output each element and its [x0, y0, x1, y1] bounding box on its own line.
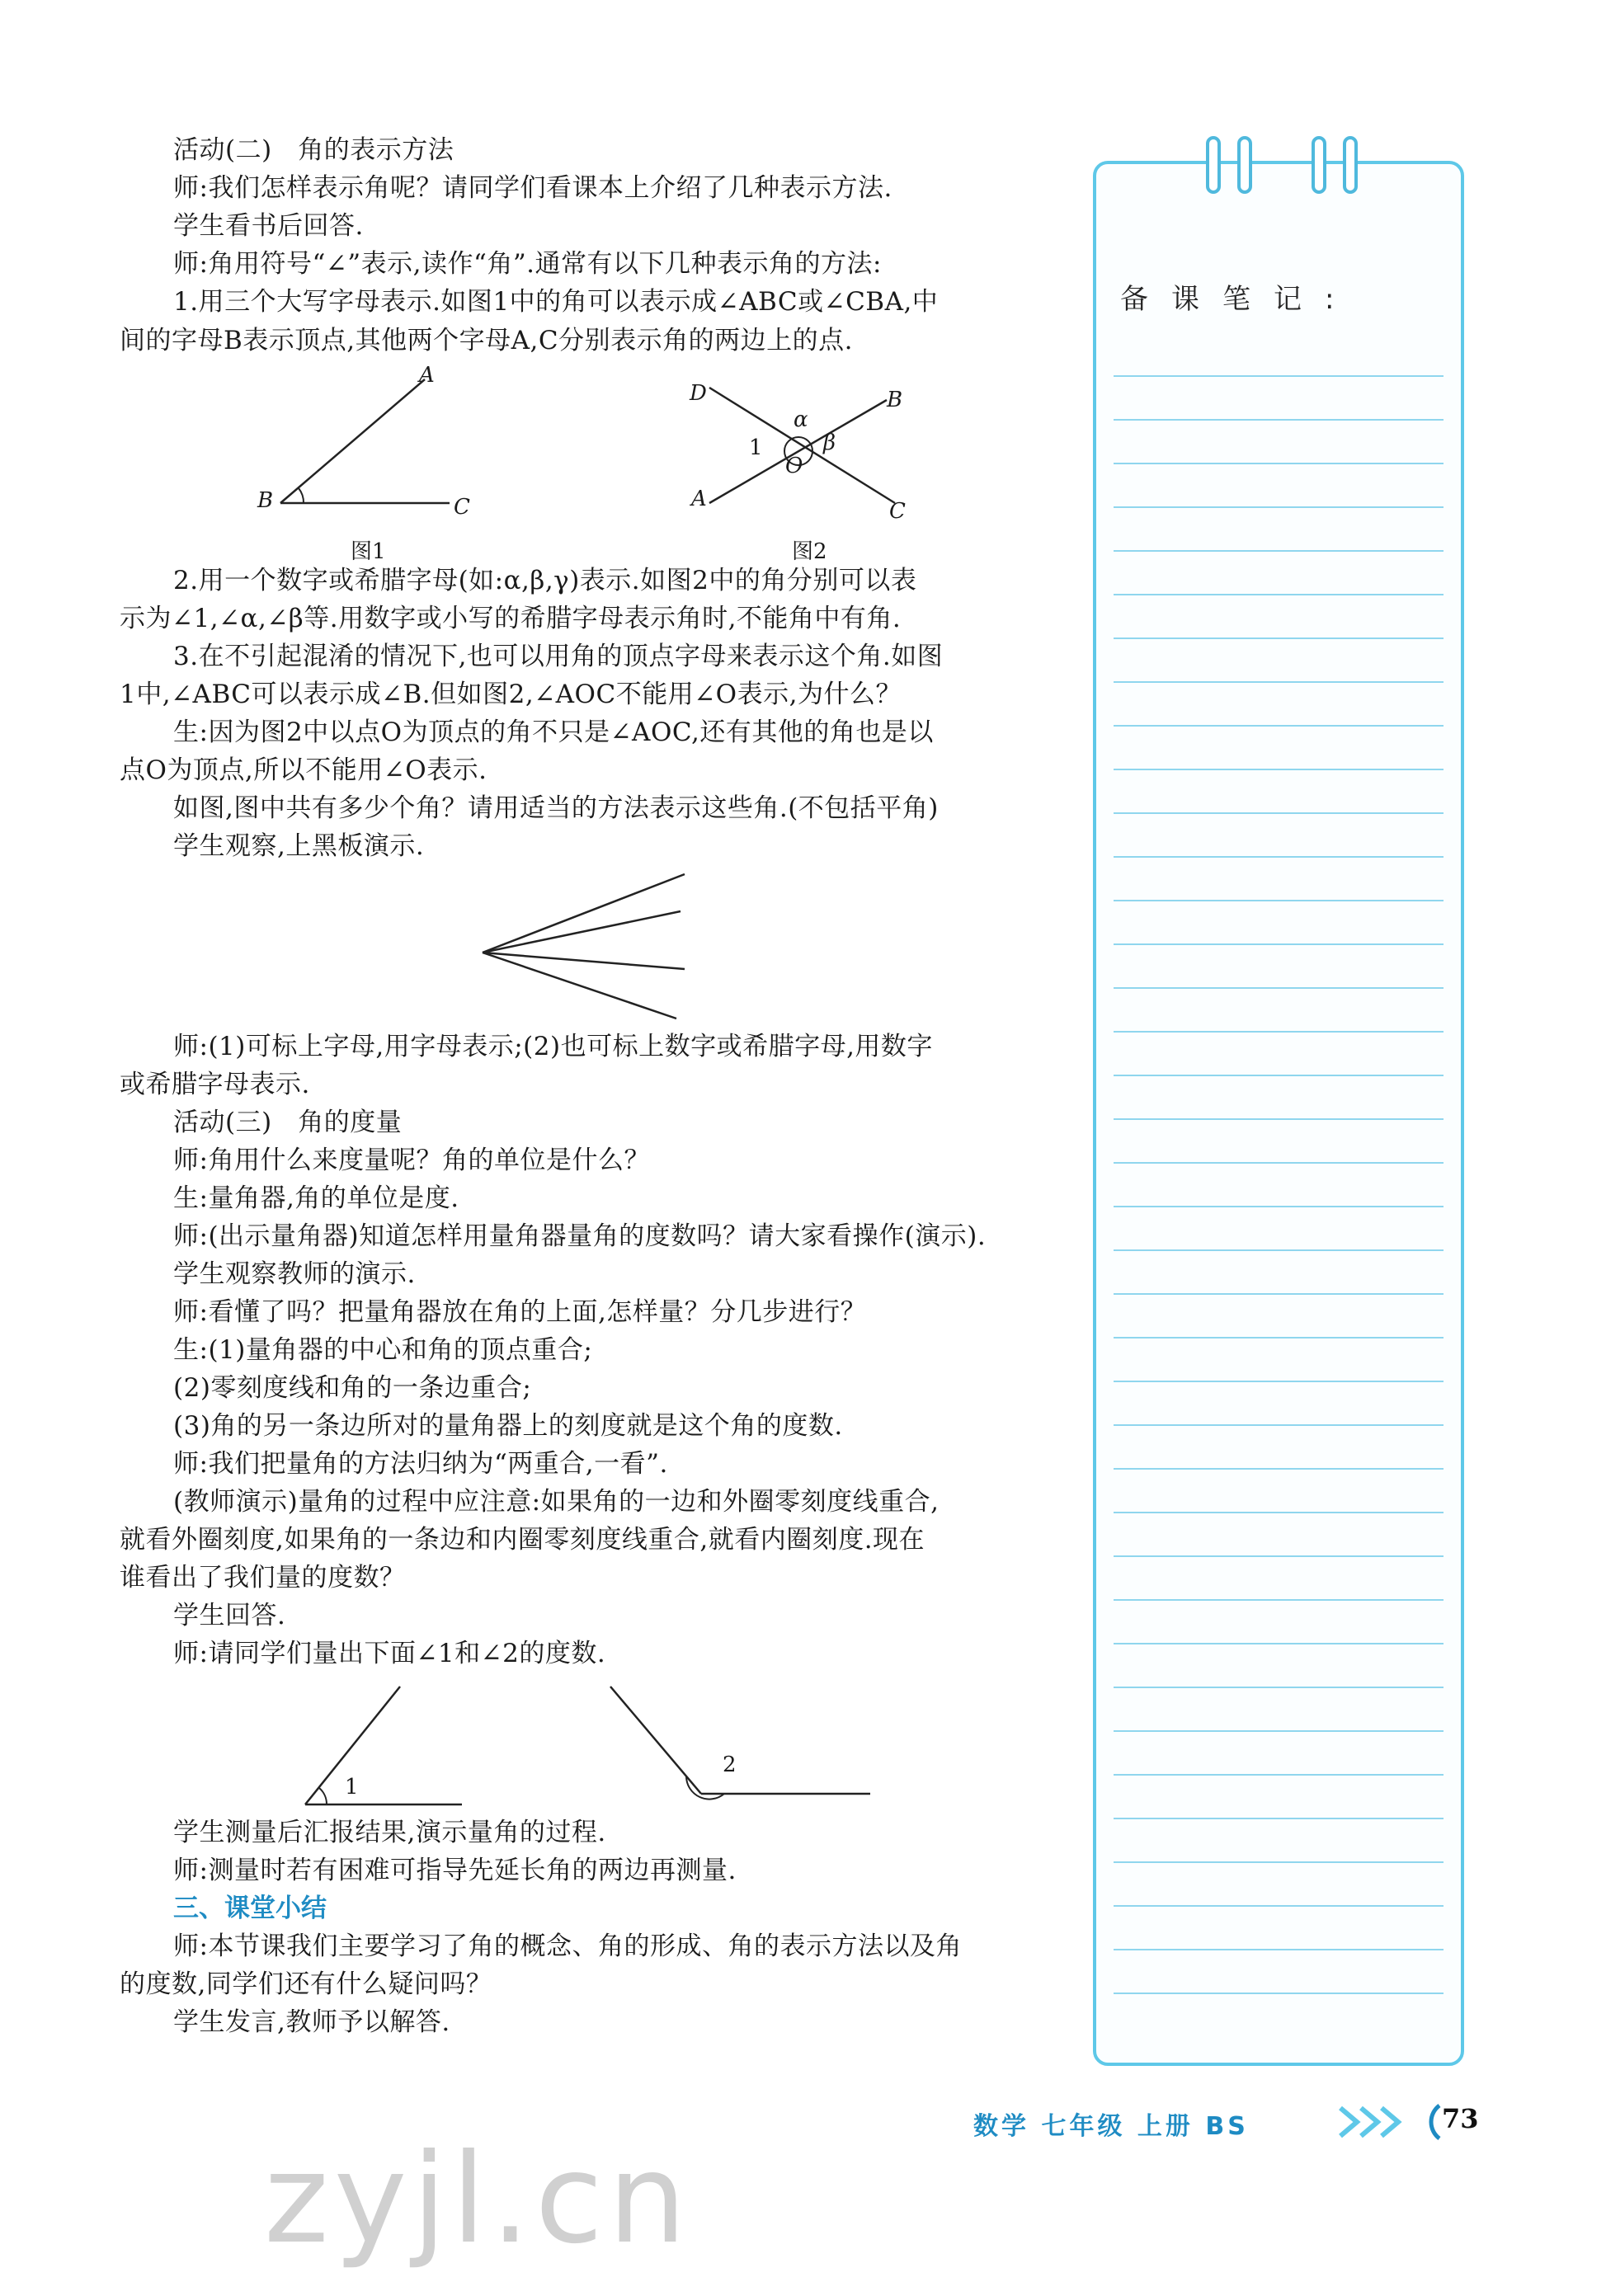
angles-figure	[297, 1682, 891, 1814]
page-number: 73	[1442, 2103, 1479, 2134]
note-rule-line	[1114, 1905, 1444, 1907]
fig2-label-d: D	[690, 381, 707, 406]
text-line: 师:看懂了吗？把量角器放在角的上面,怎样量？分几步进行？	[173, 1297, 867, 1327]
angle-1-label: 1	[345, 1775, 359, 1800]
text-line: 生:(1)量角器的中心和角的顶点重合;	[173, 1335, 593, 1365]
note-rule-line	[1114, 1337, 1444, 1339]
note-rule-line	[1114, 1774, 1444, 1776]
fig2-label-alpha: α	[794, 407, 808, 432]
text-line: 师:角用什么来度量呢？角的单位是什么？	[173, 1146, 650, 1175]
rays-figure	[478, 870, 693, 1027]
text-line: 的度数,同学们还有什么疑问吗？	[120, 1969, 492, 1999]
text-line: 示为∠1,∠α,∠β等.用数字或小写的希腊字母表示角时,不能角中有角.	[120, 604, 902, 633]
text-line: 间的字母B表示顶点,其他两个字母A,C分别表示角的两边上的点.	[120, 326, 853, 355]
text-line: 2.用一个数字或希腊字母(如:α,β,γ)表示.如图2中的角分别可以表	[173, 566, 917, 595]
fig2-label-o: O	[785, 454, 803, 478]
note-rule-line	[1114, 1162, 1444, 1164]
fig1-caption: 图1	[351, 539, 386, 564]
text-line: 3.在不引起混淆的情况下,也可以用角的顶点字母来表示这个角.如图	[173, 642, 944, 671]
note-rule-line	[1114, 1424, 1444, 1426]
activity-2-heading: 活动(二) 角的表示方法	[173, 135, 454, 165]
ring-icon	[1237, 136, 1252, 194]
note-rule-line	[1114, 1643, 1444, 1644]
ring-icon	[1312, 136, 1326, 194]
note-rule-line	[1114, 769, 1444, 770]
note-rule-line	[1114, 1512, 1444, 1513]
note-rule-line	[1114, 1993, 1444, 1994]
text-line: 或希腊字母表示.	[120, 1070, 310, 1099]
text-line: (2)零刻度线和角的一条边重合;	[173, 1373, 532, 1403]
section-3-heading: 三、课堂小结	[173, 1894, 327, 1923]
ring-icon	[1343, 136, 1358, 194]
fig2-label-one: 1	[749, 435, 763, 460]
text-line: 师:请同学们量出下面∠1和∠2的度数.	[173, 1639, 606, 1668]
note-rule-line	[1114, 900, 1444, 901]
watermark: zyjl.cn	[264, 2128, 692, 2271]
notes-panel	[1093, 161, 1464, 2066]
note-rule-line	[1114, 550, 1444, 552]
note-rule-line	[1114, 1730, 1444, 1732]
text-line: 生:量角器,角的单位是度.	[173, 1183, 459, 1213]
chevrons-icon	[1336, 2101, 1444, 2143]
note-rule-line	[1114, 1031, 1444, 1033]
note-rule-line	[1114, 1468, 1444, 1470]
note-rule-line	[1114, 1599, 1444, 1601]
note-rule-line	[1114, 1861, 1444, 1863]
fig2-caption: 图2	[792, 539, 827, 564]
text-line: 学生看书后回答.	[173, 211, 364, 241]
note-rule-line	[1114, 812, 1444, 814]
text-line: 学生发言,教师予以解答.	[173, 2007, 450, 2037]
text-line: 师:角用符号“∠”表示,读作“角”.通常有以下几种表示角的方法:	[173, 249, 882, 279]
text-line: (3)角的另一条边所对的量角器上的刻度就是这个角的度数.	[173, 1411, 843, 1441]
note-rule-line	[1114, 1687, 1444, 1688]
text-line: 生:因为图2中以点O为顶点的角不只是∠AOC,还有其他的角也是以	[173, 718, 934, 747]
note-rule-line	[1114, 1555, 1444, 1557]
fig2-label-a: A	[691, 487, 707, 511]
note-rule-line	[1114, 1075, 1444, 1076]
note-rule-line	[1114, 987, 1444, 989]
fig2-label-beta: β	[823, 430, 836, 455]
footer-subject: 数学 七年级 上册 BS	[973, 2112, 1249, 2141]
fig2-label-c: C	[889, 499, 906, 524]
note-rule-line	[1114, 1949, 1444, 1950]
text-line: 师:我们把量角的方法归纳为“两重合,一看”.	[173, 1449, 668, 1479]
notes-title: 备课笔记:	[1120, 283, 1358, 316]
note-rule-line	[1114, 419, 1444, 421]
fig2-label-b: B	[887, 388, 903, 412]
text-line: 点O为顶点,所以不能用∠O表示.	[120, 755, 487, 785]
text-line: 学生观察教师的演示.	[173, 1259, 416, 1289]
note-rule-line	[1114, 1118, 1444, 1120]
fig1-label-b: B	[257, 488, 274, 513]
fig1-label-c: C	[454, 495, 470, 520]
note-rule-line	[1114, 681, 1444, 683]
note-rule-line	[1114, 594, 1444, 595]
text-line: 谁看出了我们量的度数？	[120, 1563, 406, 1593]
fig1-label-a: A	[419, 363, 435, 388]
text-line: 师:本节课我们主要学习了角的概念、角的形成、角的表示方法以及角	[173, 1931, 962, 1961]
note-rule-line	[1114, 1293, 1444, 1295]
text-line: 师:(出示量角器)知道怎样用量角器量角的度数吗？请大家看操作(演示).	[173, 1221, 987, 1251]
note-rule-line	[1114, 375, 1444, 377]
note-rule-line	[1114, 856, 1444, 858]
angle-2-label: 2	[723, 1753, 737, 1777]
text-line: 学生观察,上黑板演示.	[173, 831, 425, 861]
text-line: 师:(1)可标上字母,用字母表示;(2)也可标上数字或希腊字母,用数字	[173, 1032, 933, 1061]
note-rule-line	[1114, 463, 1444, 464]
note-rule-line	[1114, 943, 1444, 945]
text-line: (教师演示)量角的过程中应注意:如果角的一边和外圈零刻度线重合,	[173, 1487, 940, 1517]
note-rule-line	[1114, 725, 1444, 727]
text-line: 师:我们怎样表示角呢？请同学们看课本上介绍了几种表示方法.	[173, 173, 892, 203]
text-line: 1中,∠ABC可以表示成∠B.但如图2,∠AOC不能用∠O表示,为什么？	[120, 680, 902, 709]
note-rule-line	[1114, 1206, 1444, 1207]
note-rule-line	[1114, 506, 1444, 508]
ring-icon	[1206, 136, 1221, 194]
text-line: 学生回答.	[173, 1601, 286, 1630]
note-rule-line	[1114, 1818, 1444, 1819]
note-rule-line	[1114, 1249, 1444, 1251]
activity-3-heading: 活动(三) 角的度量	[173, 1108, 403, 1137]
text-line: 如图,图中共有多少个角？请用适当的方法表示这些角.(不包括平角)	[173, 793, 939, 823]
text-line: 1.用三个大写字母表示.如图1中的角可以表示成∠ABC或∠CBA,中	[173, 287, 939, 317]
text-line: 就看外圈刻度,如果角的一条边和内圈零刻度线重合,就看内圈刻度.现在	[120, 1525, 925, 1555]
text-line: 师:测量时若有困难可指导先延长角的两边再测量.	[173, 1856, 737, 1885]
text-line: 学生测量后汇报结果,演示量角的过程.	[173, 1818, 606, 1847]
note-rule-line	[1114, 1381, 1444, 1382]
note-rule-line	[1114, 638, 1444, 639]
